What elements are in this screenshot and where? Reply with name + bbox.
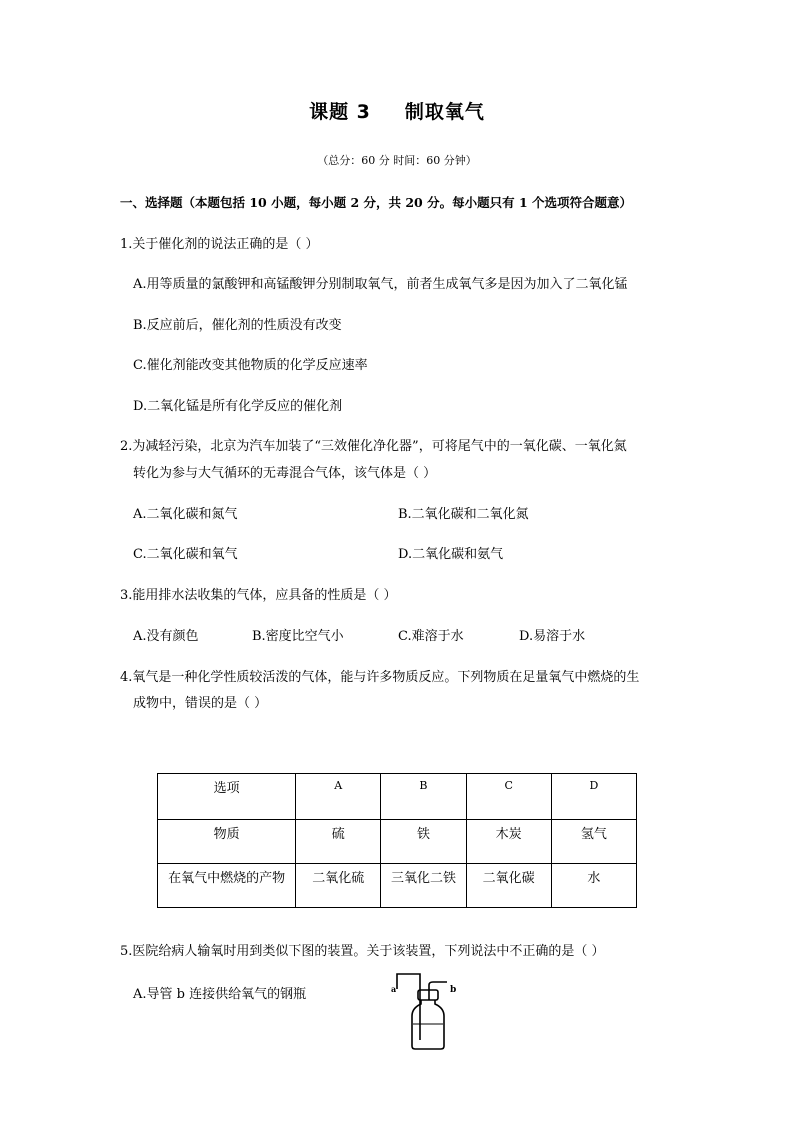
- question-5-stem: 5.医院给病人输氧时用到类似下图的装置。关于该装置，下列说法中不正确的是（ ）: [120, 944, 605, 959]
- question-4-stem-line1: 4.氧气是一种化学性质较活泼的气体，能与许多物质反应。下列物质在足量氧气中燃烧的生: [120, 670, 640, 685]
- table-row: [158, 820, 637, 864]
- table-cell: 硫: [296, 820, 381, 864]
- exam-info: （总分：60 分 时间：60 分钟）: [317, 154, 477, 167]
- question-1-option-a[interactable]: A.用等质量的氯酸钾和高锰酸钾分别制取氧气，前者生成氧气多是因为加入了二氧化锰: [133, 277, 628, 292]
- table-row: [158, 864, 637, 908]
- question-2-option-a[interactable]: A.二氧化碳和氮气: [133, 507, 238, 522]
- question-2-stem-line1: 2.为减轻污染，北京为汽车加装了“三效催化净化器”，可将尾气中的一氧化碳、一氧化氮: [120, 439, 627, 454]
- page-title: 课题 3 制取氧气: [309, 101, 485, 123]
- question-2-option-c[interactable]: C.二氧化碳和氧气: [133, 547, 238, 562]
- table-cell: 在氧气中燃烧的产物: [158, 864, 296, 908]
- table-cell: 二氧化硫: [296, 864, 381, 908]
- table-cell: D: [551, 774, 636, 820]
- question-2-option-b[interactable]: B.二氧化碳和二氧化氮: [398, 507, 529, 522]
- label-b: b: [450, 985, 457, 995]
- question-3-option-c[interactable]: C.难溶于水: [398, 629, 464, 644]
- label-a: a: [391, 984, 397, 994]
- question-1-stem: 1.关于催化剂的说法正确的是（ ）: [120, 237, 319, 252]
- table-cell: 三氧化二铁: [381, 864, 466, 908]
- question-3-option-a[interactable]: A.没有颜色: [133, 629, 199, 644]
- question-5-option-a[interactable]: A.导管 b 连接供给氧气的钢瓶: [133, 987, 307, 1002]
- table-cell: A: [296, 774, 381, 820]
- question-2-stem-line2: 转化为参与大气循环的无毒混合气体，该气体是（ ）: [133, 466, 437, 481]
- gas-bottle-diagram: [385, 970, 465, 1052]
- table-cell: 二氧化碳: [466, 864, 551, 908]
- table-row: [158, 774, 637, 820]
- question-4-stem-line2: 成物中，错误的是（ ）: [133, 696, 268, 711]
- question-3-option-b[interactable]: B.密度比空气小: [252, 629, 344, 644]
- stopper: [418, 990, 438, 1000]
- table-cell: 木炭: [466, 820, 551, 864]
- table-cell: 铁: [381, 820, 466, 864]
- table-cell: 水: [551, 864, 636, 908]
- question-1-option-b[interactable]: B.反应前后，催化剂的性质没有改变: [133, 318, 342, 333]
- table-cell: 氢气: [551, 820, 636, 864]
- question-2-option-d[interactable]: D.二氧化碳和氨气: [398, 547, 504, 562]
- section-heading: 一、选择题（本题包括 10 小题，每小题 2 分，共 20 分。每小题只有 1 个选项符合题意）: [120, 195, 633, 210]
- table-cell: B: [381, 774, 466, 820]
- question-1-option-d[interactable]: D.二氧化锰是所有化学反应的催化剂: [133, 399, 343, 414]
- question-3-stem: 3.能用排水法收集的气体，应具备的性质是（ ）: [120, 588, 397, 603]
- options-table: [157, 773, 637, 908]
- question-3-option-d[interactable]: D.易溶于水: [519, 629, 586, 644]
- table-cell: 物质: [158, 820, 296, 864]
- question-1-option-c[interactable]: C.催化剂能改变其他物质的化学反应速率: [133, 358, 368, 373]
- table-cell: C: [466, 774, 551, 820]
- table-cell: 选项: [158, 774, 296, 820]
